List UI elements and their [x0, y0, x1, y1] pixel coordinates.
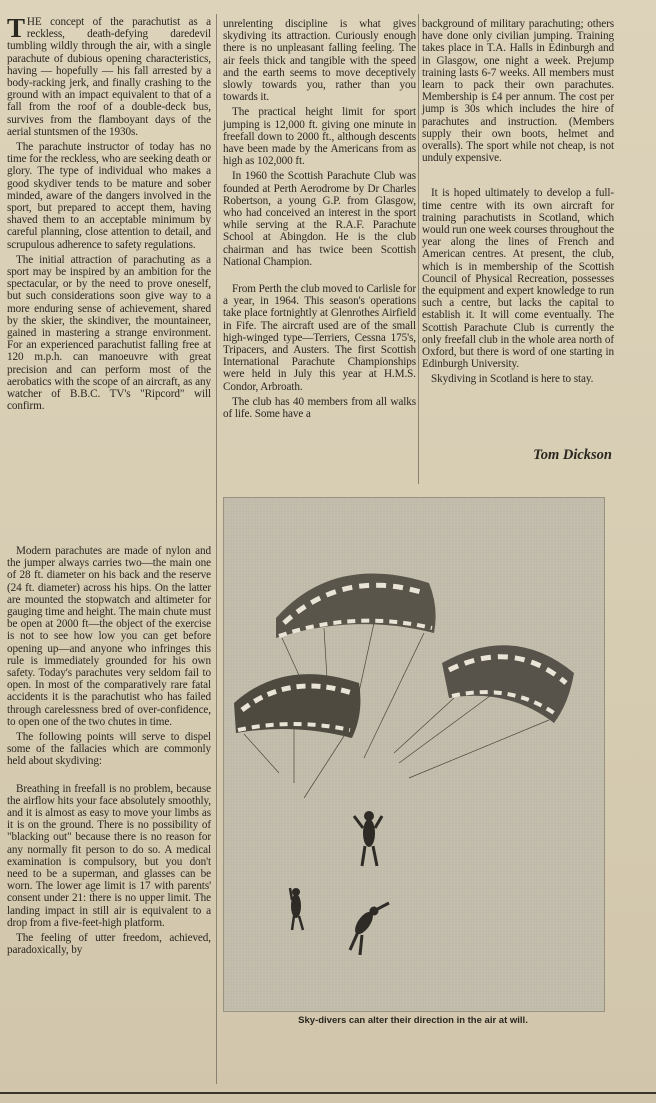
paragraph: The following points will serve to dispel some of the fallacies which are commonly held about skydiving: [7, 731, 211, 768]
drop-cap: T [7, 13, 25, 43]
parachute-photo [223, 497, 605, 1012]
paragraph: The practical height limit for sport jumping is 12,000 ft. giving one minute in freefall down to 2000 ft., although descents have been made by the Americans from as high as 102,000 ft. [223, 106, 416, 168]
column-1-bottom [7, 545, 211, 960]
paragraph: unrelenting discipline is what gives skydiving its attraction. Curiously enough there is no unpleasant falling feeling. The air feels thick and tangible with the speed and the earth seems to move deceptively slowly towards you, rather than you towards it. [223, 18, 416, 104]
paragraph: From Perth the club moved to Carlisle for a year, in 1964. This season's operations take place fortnightly at Glenrothes Airfield in Fife. The aircraft used are of the small high-winged type—Terriers, Cessna 175's, Tripacers, and Austers. The first Scottish International Parachute Championships were held in July this year at H.M.S. Condor, Arbroath. [223, 283, 416, 393]
paragraph: Modern parachutes are made of nylon and the jumper always carries two—the main one of 28 ft. diameter on his back and the reserve (24 ft. diameter) across his hips. On the latter are mounted the stopwatch and altimeter for gauging time and height. The main chute must be open at 2000 ft—the object of the exercise is not to see how low you can get before opening up—and anyone who infringes this rule is immediately grounded for his own safety. Today's parachutes very seldom fail to open. In most of the comparatively rare fatal accidents it is the parachutist who has failed through carelessness bred of over-confidence, to open one of the two chutes in time. [7, 545, 211, 728]
bottom-rule [0, 1092, 656, 1094]
paragraph: The club has 40 members from all walks of life. Some have a [223, 395, 416, 421]
paragraph: The initial attraction of parachuting as a sport may be inspired by an ambition for the spectacular, or by the need to prove oneself, but such considerations soon give way to a more enduring sense of achievement, shared by the skier, the skindiver, the mountaineer, gained in mastering a strange environment. For an experienced parachutist falling free at 120 m.p.h. can manoeuvre with great precision and can perform most of the aerobatics with the scope of an aircraft, as any watcher of B.B.C. TV's "Ripcord" will confirm. [7, 253, 211, 413]
column-2 [223, 18, 416, 423]
paragraph: It is hoped ultimately to develop a full-time centre with its own aircraft for training parachutists in Scotland, which would run one week courses throughout the year along the lines of French and American centres. At present, the club, which is in membership of the Scottish Council of Physical Recreation, possesses the equipment and expert knowledge to run such a centre, but lacks the capital to establish it. It will come eventually. The Scottish Parachute Club is currently the only freefall club in the whole area north of Oxford, but there is word of one starting in Edinburgh University. [422, 187, 614, 371]
column-3 [422, 18, 614, 389]
column-1-top [7, 13, 211, 416]
photo-caption: Sky-divers can alter their direction in the air at will. [298, 1015, 528, 1026]
author-byline: Tom Dickson [533, 447, 612, 463]
column-divider [216, 14, 217, 1084]
paragraph: Skydiving in Scotland is here to stay. [431, 373, 594, 386]
column-divider [418, 14, 419, 484]
paragraph: Breathing in freefall is no problem, because the airflow hits your face absolutely smoothly, and it is almost as easy to move your limbs as it is on the ground. There is no possibility of "blacking out" because there is no reason for any normally fit person to do so. A medical examination is compulsory, but you don't need to be a superman, and glasses can be worn. The lower age limit is 17 with parents' consent under 21: there is no upper limit. The landing impact in still air is equivalent to a drop from a five-feet-high platform. [7, 782, 211, 929]
paragraph-intro-text: HE concept of the parachutist as a reckless, death-defying daredevil tumbling wildly through the air, with a single parachute of dubious opening characteristics, having — hopefully — his fall arrested by a body-racking jerk, and finally crashing to the ground with an impact equivalent to that of a fall from the roof of a double-deck bus, survives from the flamboyant days of the aerial stuntsmen of the 1930s. [7, 16, 211, 138]
paragraph: The parachute instructor of today has no time for the reckless, who are seeking death or glory. The type of individual who makes a good skydiver tends to be mature and sober minded, aware of the dangers involved in the sport, but prepared to accept them, having shaved them to an acceptable minimum by careful planning, close attention to detail, and scrupulous adherence to safety regulations. [7, 141, 211, 251]
paragraph: In 1960 the Scottish Parachute Club was founded at Perth Aerodrome by Dr Charles Robertson, a young G.P. from Glasgow, who had conceived an interest in the sport while serving at the R.A.F. Parachute School at Abingdon. He is the club chairman and has twice been Scottish National Champion. [223, 170, 416, 268]
skydivers-image [224, 498, 604, 1011]
paragraph: background of military parachuting; others have done only civilian jumping. Training takes place in T.A. Halls in Edinburgh and in Glasgow, one night a week. Prejump training lasts 6-7 weeks. All members must learn to pack their own parachutes. Membership is £4 per annum. The cost per jump is 30s which includes the hire of parachutes and instruction. (Members supply their own boots, helmet and overalls). The sport while not cheap, is not unduly expensive. [422, 18, 614, 165]
paragraph-intro [7, 13, 211, 138]
paragraph: The feeling of utter freedom, achieved, paradoxically, by [7, 932, 211, 957]
